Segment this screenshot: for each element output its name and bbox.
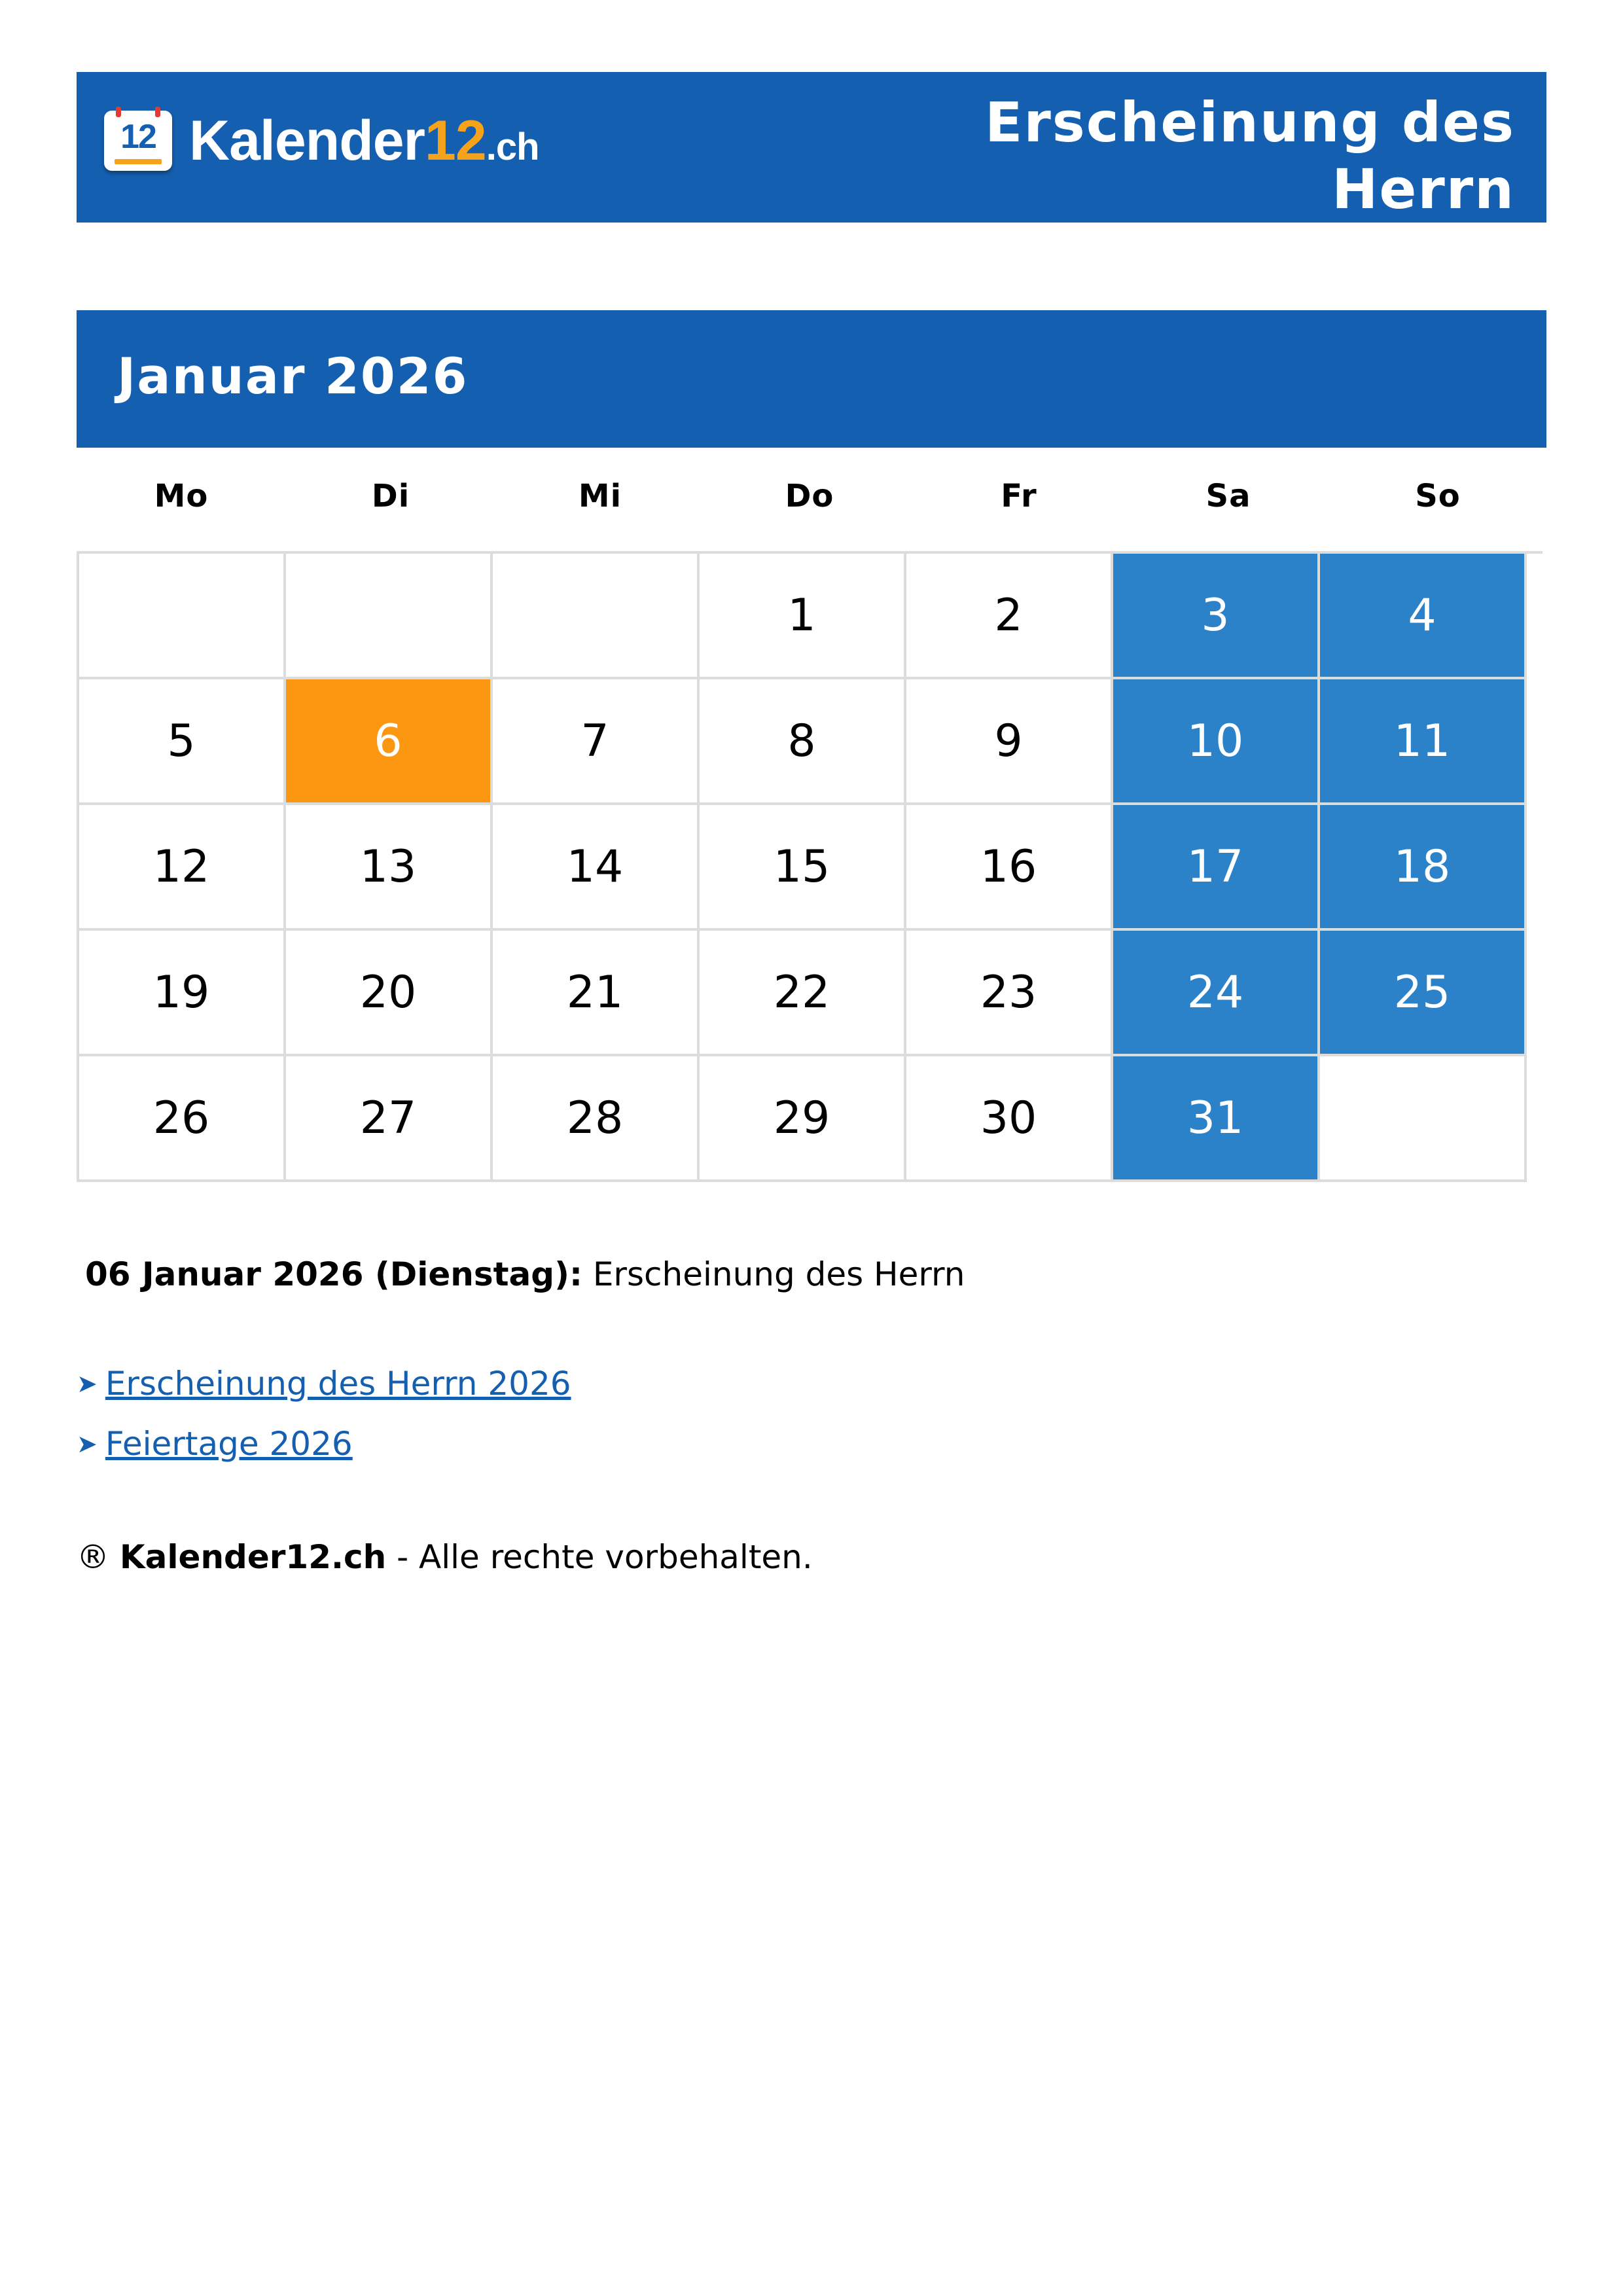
calendar-day-cell[interactable]: 9 (906, 679, 1113, 805)
list-item (77, 1354, 571, 1414)
calendar-day-cell[interactable]: 28 (493, 1056, 700, 1182)
arrow-right-icon: ➤ (77, 1369, 98, 1398)
calendar-day-cell[interactable]: 23 (906, 931, 1113, 1056)
calendar-cell-empty (493, 554, 700, 679)
logo-text-main: Kalender (189, 109, 425, 172)
calendar-day-cell[interactable]: 21 (493, 931, 700, 1056)
weekday-so: So (1415, 478, 1461, 514)
calendar-cell-empty (286, 554, 493, 679)
calendar-day-cell[interactable]: 31 (1113, 1056, 1320, 1182)
holiday-name: Erscheinung des Herrn (592, 1255, 965, 1293)
logo-text-tld: .ch (486, 125, 539, 168)
calendar-day-cell[interactable]: 17 (1113, 805, 1320, 931)
link-feiertage-2026[interactable]: Feiertage 2026 (105, 1425, 353, 1463)
calendar-day-cell[interactable]: 8 (700, 679, 906, 805)
calendar-ring-left (116, 107, 121, 117)
holiday-date: 06 Januar 2026 (Dienstag): (85, 1255, 582, 1293)
weekday-mi: Mi (578, 478, 622, 514)
weekday-fr: Fr (1001, 478, 1037, 514)
footer (77, 1538, 813, 1576)
site-logo[interactable] (104, 105, 539, 177)
calendar-day-cell[interactable]: 29 (700, 1056, 906, 1182)
page-title-line2: 2026 (1357, 224, 1515, 288)
calendar-day-cell[interactable]: 15 (700, 805, 906, 931)
calendar-day-cell[interactable]: 3 (1113, 554, 1320, 679)
list-item (77, 1414, 571, 1474)
calendar-icon-bar (115, 159, 162, 164)
calendar-cell-empty (1320, 1056, 1527, 1182)
month-title: Januar 2026 (117, 347, 469, 405)
calendar-day-cell[interactable]: 4 (1320, 554, 1527, 679)
weekday-header (77, 478, 1543, 524)
calendar-day-cell[interactable]: 19 (79, 931, 286, 1056)
calendar-icon-number: 12 (120, 118, 156, 156)
calendar-ring-right (155, 107, 160, 117)
link-holiday-2026[interactable]: Erscheinung des Herrn 2026 (105, 1365, 571, 1403)
logo-text (189, 109, 539, 173)
page-title-line1: Erscheinung des Herrn (984, 90, 1515, 221)
calendar-day-cell[interactable]: 20 (286, 931, 493, 1056)
calendar-day-cell[interactable]: 12 (79, 805, 286, 931)
calendar-day-cell[interactable]: 7 (493, 679, 700, 805)
calendar-cell-empty (79, 554, 286, 679)
calendar-day-cell[interactable]: 11 (1320, 679, 1527, 805)
holiday-info (85, 1255, 965, 1293)
calendar-day-cell[interactable]: 26 (79, 1056, 286, 1182)
weekday-do: Do (785, 478, 834, 514)
calendar-day-cell[interactable]: 10 (1113, 679, 1320, 805)
footer-text: - Alle rechte vorbehalten. (397, 1538, 813, 1576)
calendar-day-cell[interactable]: 16 (906, 805, 1113, 931)
page-title (795, 89, 1515, 289)
calendar-day-cell[interactable]: 30 (906, 1056, 1113, 1182)
footer-brand: Kalender12.ch (119, 1538, 387, 1576)
calendar-day-cell[interactable]: 2 (906, 554, 1113, 679)
weekday-mo: Mo (154, 478, 209, 514)
weekday-di: Di (371, 478, 410, 514)
calendar-icon (104, 111, 172, 171)
calendar-day-cell[interactable]: 18 (1320, 805, 1527, 931)
calendar-day-cell[interactable]: 24 (1113, 931, 1320, 1056)
calendar-day-cell[interactable]: 5 (79, 679, 286, 805)
calendar-day-cell[interactable]: 6 (286, 679, 493, 805)
header-banner (77, 72, 1546, 288)
calendar-day-cell[interactable]: 13 (286, 805, 493, 931)
logo-text-accent: 12 (425, 109, 486, 172)
arrow-right-icon: ➤ (77, 1429, 98, 1458)
month-banner (77, 310, 1546, 448)
calendar-day-cell[interactable]: 14 (493, 805, 700, 931)
registered-symbol: ® (77, 1538, 109, 1576)
calendar-grid (77, 551, 1543, 1182)
link-list (77, 1354, 571, 1474)
weekday-sa: Sa (1205, 478, 1251, 514)
calendar-day-cell[interactable]: 25 (1320, 931, 1527, 1056)
calendar-day-cell[interactable]: 1 (700, 554, 906, 679)
calendar-day-cell[interactable]: 22 (700, 931, 906, 1056)
calendar-day-cell[interactable]: 27 (286, 1056, 493, 1182)
